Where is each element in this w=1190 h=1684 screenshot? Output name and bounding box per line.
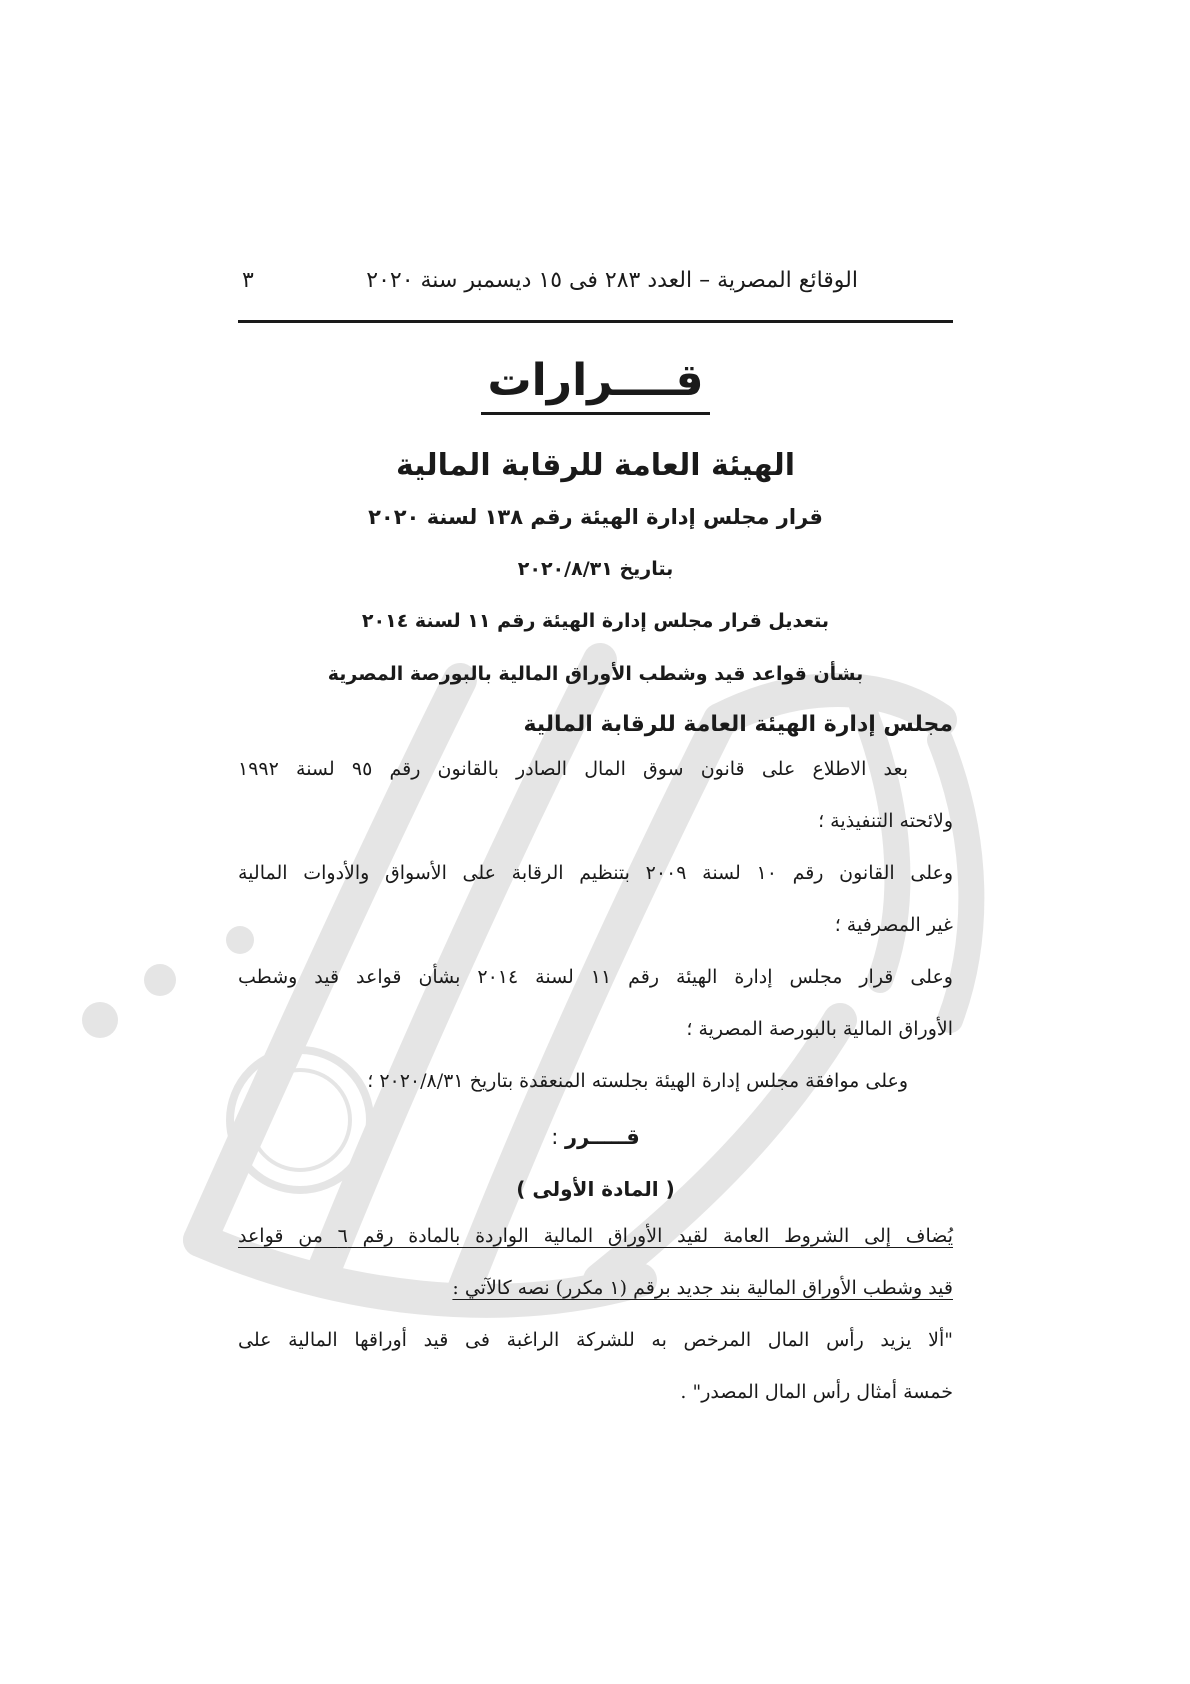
- preamble-p3-line2: الأوراق المالية بالبورصة المصرية ؛: [686, 1018, 953, 1040]
- article-one-heading: ( المادة الأولى ): [516, 1177, 675, 1201]
- article-line1: يُضاف إلى الشروط العامة لقيد الأوراق المالية الواردة بالمادة رقم ٦ من قواعد: [238, 1225, 953, 1247]
- page-header: [238, 268, 953, 312]
- decision-subject: بشأن قواعد قيد وشطب الأوراق المالية بالبورصة المصرية: [327, 663, 864, 685]
- header-divider: [238, 320, 953, 323]
- preamble-p1-line2: ولائحته التنفيذية ؛: [818, 810, 953, 832]
- preamble-p2-line1: وعلى القانون رقم ١٠ لسنة ٢٠٠٩ بتنظيم الرقابة على الأسواق والأدوات المالية: [238, 862, 953, 884]
- decided-word: قـــــرر: [564, 1125, 640, 1149]
- decided-colon: :: [551, 1125, 559, 1149]
- main-title: [238, 355, 953, 406]
- article-line4: خمسة أمثال رأس المال المصدر" .: [680, 1381, 953, 1403]
- page-number: ٣: [242, 268, 254, 293]
- preamble-p2-line2: غير المصرفية ؛: [834, 914, 953, 936]
- authority-name: الهيئة العامة للرقابة المالية: [395, 448, 796, 483]
- preamble-p3-line1: وعلى قرار مجلس إدارة الهيئة رقم ١١ لسنة ٢٠١٤ بشأن قواعد قيد وشطب: [238, 966, 953, 988]
- article-line3: "ألا يزيد رأس المال المرخص به للشركة الراغبة فى قيد أوراقها المالية على: [238, 1329, 953, 1351]
- decided-heading: [238, 1125, 953, 1149]
- decision-amendment: بتعديل قرار مجلس إدارة الهيئة رقم ١١ لسنة ٢٠١٤: [361, 610, 830, 632]
- preamble-p4-line1: وعلى موافقة مجلس إدارة الهيئة بجلسته المنعقدة بتاريخ ٢٠٢٠/٨/٣١ ؛: [367, 1070, 908, 1092]
- decision-date: بتاريخ ٢٠٢٠/٨/٣١: [517, 558, 674, 580]
- decision-number: قرار مجلس إدارة الهيئة رقم ١٣٨ لسنة ٢٠٢٠: [368, 505, 823, 529]
- gazette-issue-title: الوقائع المصرية – العدد ٢٨٣ فى ١٥ ديسمبر سنة ٢٠٢٠: [366, 268, 858, 293]
- main-title-text: قــــرارات: [481, 355, 709, 415]
- preamble-p1-line1: بعد الاطلاع على قانون سوق المال الصادر بالقانون رقم ٩٥ لسنة ١٩٩٢: [238, 758, 908, 780]
- board-heading: مجلس إدارة الهيئة العامة للرقابة المالية: [523, 712, 953, 737]
- article-line2: قيد وشطب الأوراق المالية بند جديد برقم (١ مكرر) نصه كالآتي :: [452, 1277, 953, 1299]
